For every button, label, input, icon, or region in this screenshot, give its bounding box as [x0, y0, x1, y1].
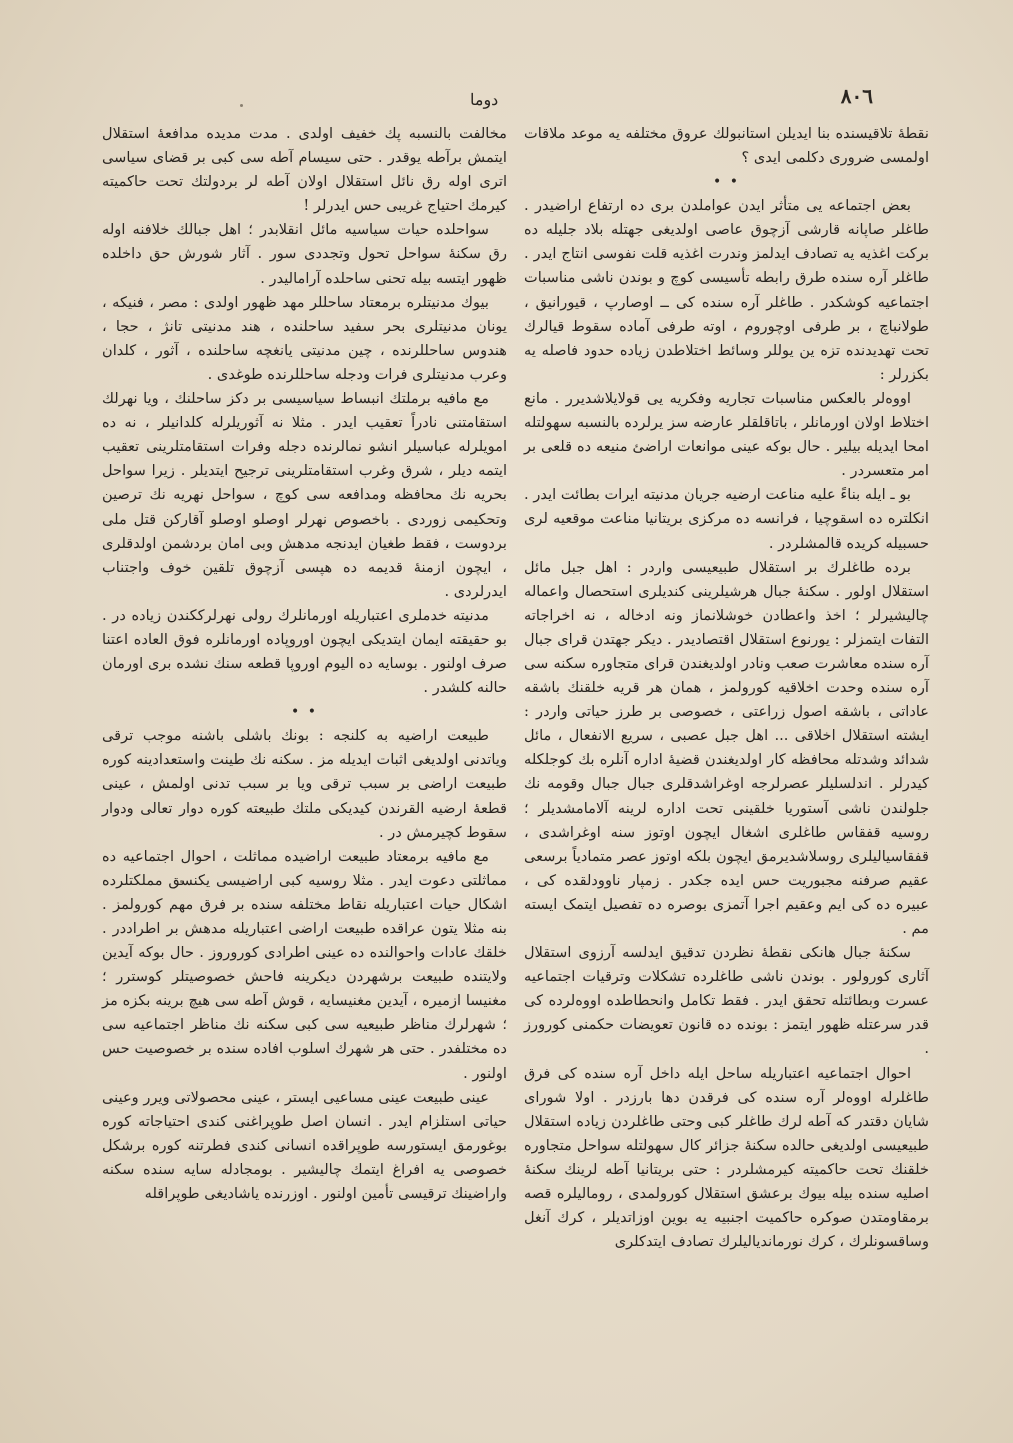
paragraph: بیوك مدنیتلره برمعتاد ساحللر مهد ظهور اولدی : مصر ، فنیکه ، یونان مدنیتلری بحر سفید ساحلنده ، هند مدنیتی تانژ ، حجا ، هندوس ساحللرنده ، چین مدنیتی یانغچه ساحلنده ، آثور ، کلدان وعرب مدنیتلری فرات ودجله ساحللرنده طوغدی .: [102, 293, 507, 383]
paragraph: مدنیته خدملری اعتباریله اورمانلرك رولی نهرلرککندن زیاده در . بو حقیقته ایمان ایتدیکی ایچون اوروپاده اورمانلره فوق العاده اعتنا صرف اولنور . بوسایه ده الیوم اوروپا قطعه سنك نشده بری اورمان حالنه کلشدر .: [102, 606, 507, 697]
running-head: دوما: [470, 90, 499, 109]
paragraph: بو ـ ایله بناءً علیه مناعت ارضیه جریان مدنیته ایرات بطائت ایدر . انکلتره ده اسقوچیا ، فرانسه ده مرکزی بریتانیا مناعت موقعیه لری حسبیله کریده قالمشلردر .: [524, 486, 929, 552]
paragraph: مع مافیه برملتك انبساط سیاسیسی بر دکز ساحلنك ، ویا نهرلك استقامتنی نادراً تعقیب ایدر . مثلا نه آثوریلرله کلدانیلر ، نه ده امویلرله عباسیلر انشو نمالرنده دجله وفرات استقامتلرینی تعقیب ایتمه دیلر ، شرق وغرب استقامتلرینی ترجیح ایتدیلر . زیرا سواحل بحریه نك محافظه ومدافعه سی کوچ ، سواحل نهریه نك ترصین وتحکیمی زوردی . باخصوص نهرلر اوصلو اوصلو آقارکن قتل ملی بردوست ، فقط طغیان ایدنجه مدهش وبی امان بردشمن اولدقلری ، ایچون ازمنهٔ قدیمه ده هپسی آزچوق تلقین خوف واجتناب ایدرلردی .: [102, 390, 507, 600]
section-separator: • •: [713, 174, 740, 191]
paragraph: احوال اجتماعیه اعتباریله ساحل ایله داخل آره سنده کی فرق طاغلرله اووەلر آره سنده کی فرقدن دها بارزدر . اولا شورای شایان دقتدر که آطه لرك طاغلر کبی وحتی طاغلردن زیاده استقلال طبیعیسی اولدیغی حالده سکنهٔ جزائر کال سهولتله سواحل متجاوره خلقنك تحت حاکمیته کیرمشلردر : حتی بریتانیا آطه لرینك سکنهٔ اصلیه سنده بیله بیوك برعشق استقلال کورولمدی ، رومالیلره قصه برمقاومتدن صوکره حاکمیت اجنبیه یه بوین اوزاتدیلر ، کرك آنغل وساقسونلرك ، کرك نورماندیالیلرك تصادف ایتدکلری: [524, 1064, 929, 1251]
paragraph: مع مافیه برمعتاد طبیعت اراضیده مماثلت ، احوال اجتماعیه ده مماثلتی دعوت ایدر . مثلا روسیه کبی اراضیسی یکنسق مملکتلرده اشکال حیات اعتباریله نقاط مختلفه سنده بر فرق مهم کورولمز . بنه مثلا یتون عراقده طبیعت اراضی اعتباریله مدهش بر اطراددر . خلقك عادات واحوالنده ده عینی اطرادی کوروروز . حال بوکه آیدین ولایتنده طبیعت برشهردن دیکرینه فاحش خصوصیتلر کوسترر ؛ مغنیسا ازمیره ، آیدین مغنیسایه ، قوش آطه سی هیچ برینه بکزه مز ؛ شهرلرك مناظر طبیعیه سی کبی سکنه نك مناظر اجتماعیه سی ده مختلفدر . حتی هر شهرك اسلوب افاده سنده بر خصوصیت حس اولنور .: [102, 847, 507, 1082]
page-number: ۸۰٦: [840, 84, 873, 108]
paragraph: طبیعت اراضیه به کلنجه : بونك باشلی باشنه موجب ترقی ویاتدنی اولدیغی اثبات ایدیله مز . سکنه نك طینت واستعدادینه کوره طبیعت اراضی بر سبب ترقی ویا بر سبب تدنی اولمش ، عینی قطعهٔ ارضیه القرندن کیدیکی ملتك طبیعته کوره دوار تعالی ودوار سقوط کچیرمش در .: [102, 727, 507, 841]
paragraph: نقطهٔ تلاقیسنده بنا ایدیلن استانبولك عروق مختلفه یه موعد ملاقات اولمسی ضروری دکلمی ایدی ؟: [524, 125, 929, 167]
paragraph: اووەلر بالعکس مناسبات تجاریه وفکریه یی قولایلاشدیرر . مانع اختلاط اولان اورمانلر ، باتاقلقلر عارضه سز یرلرده بالنسبه سهولتله امحا ایدیله بیلیر . حال بوکه عینی موانعات اراضئ منیعه ده قلعی بر امر متعسردر .: [524, 389, 929, 480]
paragraph: مخالفت بالنسبه پك خفیف اولدی . مدت مدیده مدافعهٔ استقلال ایتمش برآطه یوقدر . حتی سیسام آطه سی کبی بر قضای سیاسی اتری اوله رق نائل استقلال اولان آطه لر بردولتك تحت حاکمیته کیرمك احتیاج غریبی حس ایدرلر !: [102, 125, 507, 215]
right-column: [524, 122, 929, 1254]
paragraph: برده طاغلرك بر استقلال طبیعیسی واردر : اهل جبل مائل استقلال اولور . سکنهٔ جبال هرشیلرینی کندیلری استحصال واعماله چالیشیرلر ؛ اخذ واعطادن خوشلانماز ونه ادخاله ، نه اخراجاته التفات ایتمزلر : یورنوع استقلال اقتصادیدر . دیکر جهتدن قرای جبال آره سنده معاشرت صعب ونادر اولدیغندن قرای متجاوره سکنه سی آره سنده وحدت اخلاقیه کورولمز ، همان هر قریه خلقنك باشقه عاداتی ، باشقه اصول زراعتی ، خصوصی بر طرز حیاتی واردر : ایشته استقلال اخلاقی ... اهل جبل عصبی ، سریع الانفعال ، مائل شدائد وشدتله محافظه کار اولدیغندن قضیهٔ اداره آنلره بك کوجلکله کیدرلر . اندلسلیلر عصرلرجه اوغراشدقلری جبال جبال وقومه نك جلولندن ناشی آستوریا خلقینی تحت اداره لرینه آلامامشدیلر ؛ روسیه قفقاس طاغلری اشغال ایچون اوتوز سنه اوغراشدی ، قفقاسیالیلری روسلاشدیرمق ایچون بلکه اوتوز عصر متمادیاً برسعی عقیم صرفنه مجبوریت حس ایده جکدر . زمپار ناوودلقده کی ، عبیره ده کی ایم وعقیم اجرا آتمزی بوصره ده تفصیل ایتمک ایسته مم .: [524, 558, 929, 937]
speck: [240, 104, 243, 107]
section-separator: • •: [291, 704, 318, 721]
paragraph: سکنهٔ جبال هانکی نقطهٔ نظردن تدقیق ایدلسه آرزوی استقلال آثاری کورولور . بوندن ناشی طاغلرده تشکلات وترقیات اجتماعیه عسرت وبطائتله تحقق ایدر . فقط تکامل وانحطاطده اووەلرده کی قدر سرعتله ظهور ایتمز : بونده ده قانون تعویضات حکمنی کورورز .: [524, 944, 929, 1058]
paragraph: عینی طبیعت عینی مساعیی ایستر ، عینی محصولاتی ویرر وعینی حیاتی استلزام ایدر . انسان اصل طوپراغنی کندی احتیاجاته کوره بوغورمق ایستورسه طوپراقده انسانی کندی فطرتنه کوره برشکل خصوصی یه افراغ ایتمك چالیشیر . بومجادله سایه سنده سکنه واراضینك ترقیسی تأمین اولنور . اوزرنده یاشادیغی طوپراقله: [102, 1088, 507, 1203]
paragraph: سواحلده حیات سیاسیه مائل انقلابدر ؛ اهل جبالك خلافنه اوله رق سکنهٔ سواحل تحول وتجددی سور . آثار شورش حق داخلده ظهور ایتسه بیله تحنی ساحلده آرامالیدر .: [102, 221, 507, 287]
paragraph: بعض اجتماعه یی متأثر ایدن عواملدن بری ده ارتفاع اراضیدر . طاغلر صاپانه قارشی آزچوق عاصی اولدیغی جهتله بلاد جلیله ده برکت اغذیه یه تصادف ایدلمز وندرت اغذیه قلت نفوسی انتاج ایدر . طاغلر آره سنده طرق رابطه تأسیسی کوچ و بوندن ناشی مناسبات اجتماعیه کوشکدر . طاغلر آره سنده کی ــ اوصارپ ، قیورانیق ، طولانباچ ، بر طرفی اوچوروم ، اوته طرفی آماده سقوط قیالرك تحت تهدیدنده تزه ین یوللر وسائط اختلاطدن زیاده حدود فاصله یه بکزرلر :: [524, 197, 929, 383]
left-column: [102, 122, 507, 1206]
